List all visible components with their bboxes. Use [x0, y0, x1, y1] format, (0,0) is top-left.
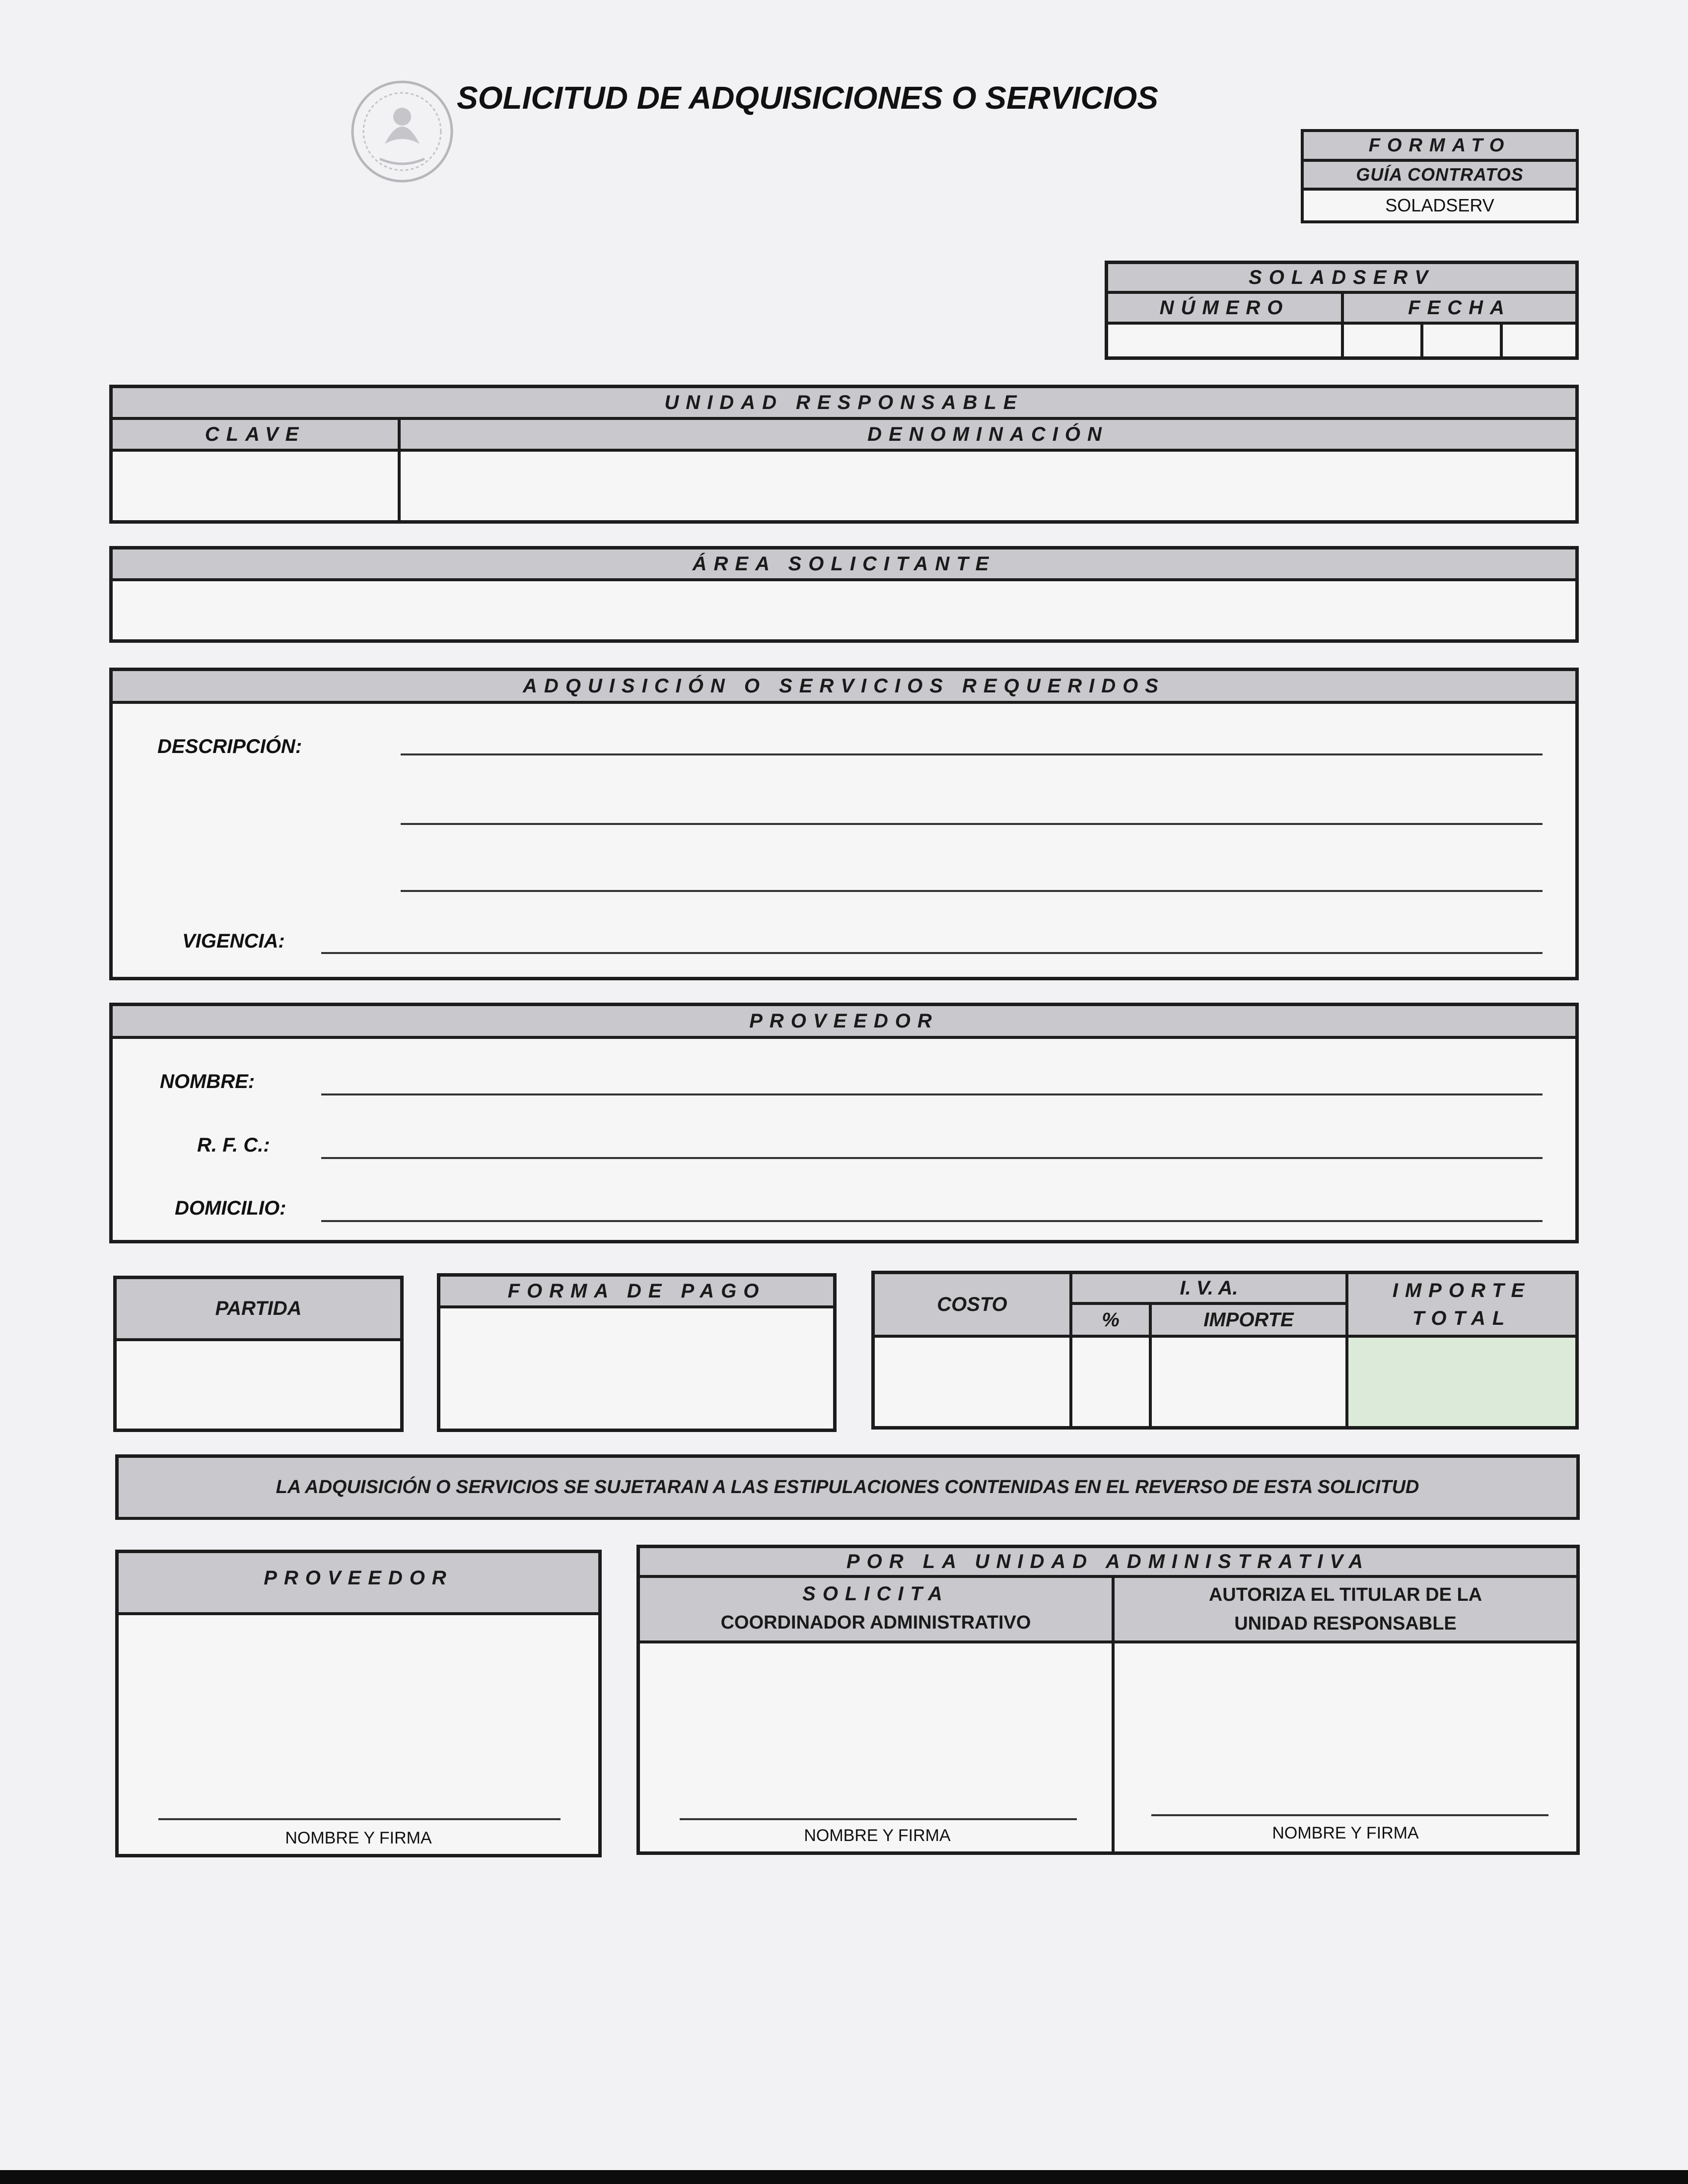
partida-header: PARTIDA: [117, 1279, 400, 1341]
descripcion-line-3[interactable]: [401, 887, 1543, 892]
estipulaciones-notice: LA ADQUISICIÓN O SERVICIOS SE SUJETARAN A LAS ESTIPULACIONES CONTENIDAS EN EL REVERSO DE ESTA SOLICITUD: [115, 1454, 1580, 1520]
autoriza-firma-line[interactable]: [1151, 1811, 1548, 1816]
solicita-nombre-firma-label: NOMBRE Y FIRMA: [804, 1826, 951, 1845]
iva-header: I. V. A.: [1072, 1274, 1348, 1305]
vigencia-line[interactable]: [321, 949, 1543, 954]
solicita-label: SOLICITA: [802, 1583, 949, 1605]
importe-total-header: IMPORTE TOTAL: [1348, 1274, 1575, 1338]
numero-header: NÚMERO: [1108, 294, 1344, 325]
forma-pago-header: FORMA DE PAGO: [440, 1277, 833, 1308]
iva-porcentaje-header: %: [1072, 1305, 1152, 1338]
area-solicitante-header: ÁREA SOLICITANTE: [113, 549, 1575, 581]
coordinador-label: COORDINADOR ADMINISTRATIVO: [720, 1612, 1031, 1633]
descripcion-line-1[interactable]: [401, 751, 1543, 755]
numero-field[interactable]: [1108, 325, 1344, 356]
nombre-line[interactable]: [321, 1091, 1543, 1095]
domicilio-line[interactable]: [321, 1217, 1543, 1222]
domicilio-label: DOMICILIO:: [175, 1197, 286, 1219]
nombre-label: NOMBRE:: [160, 1071, 255, 1092]
iva-importe-header: IMPORTE: [1152, 1305, 1348, 1338]
formato-header: FORMATO: [1304, 132, 1576, 162]
proveedor-firma-box: [115, 1550, 602, 1857]
unidad-responsable-header: UNIDAD RESPONSABLE: [113, 388, 1575, 420]
proveedor-box: [109, 1003, 1579, 1243]
fecha-header: FECHA: [1344, 294, 1575, 325]
scan-bottom-edge: [0, 2170, 1688, 2184]
solicita-firma-area[interactable]: [640, 1643, 1115, 1851]
fecha-year-field[interactable]: [1503, 325, 1575, 356]
clave-field[interactable]: [113, 452, 401, 520]
unidad-administrativa-box: [636, 1545, 1580, 1855]
formato-code: SOLADSERV: [1385, 195, 1494, 215]
fecha-month-field[interactable]: [1423, 325, 1503, 356]
forma-pago-box: [437, 1273, 837, 1432]
area-solicitante-box: [109, 546, 1579, 643]
fecha-day-field[interactable]: [1344, 325, 1423, 356]
solicita-firma-line[interactable]: [680, 1815, 1077, 1820]
mexico-coat-of-arms-icon: [348, 69, 457, 194]
partida-box: [113, 1276, 404, 1432]
partida-field[interactable]: [117, 1341, 400, 1429]
proveedor-header: PROVEEDOR: [113, 1006, 1575, 1039]
descripcion-line-2[interactable]: [401, 820, 1543, 825]
proveedor-nombre-firma-label: NOMBRE Y FIRMA: [285, 1828, 432, 1847]
solicita-header: [640, 1578, 1115, 1643]
adquisicion-box: [109, 668, 1579, 980]
denominacion-header: DENOMINACIÓN: [401, 420, 1575, 452]
descripcion-label: DESCRIPCIÓN:: [157, 736, 302, 757]
importe-total-field[interactable]: [1348, 1338, 1575, 1426]
rfc-label: R. F. C.:: [197, 1134, 270, 1156]
soladserv-header: SOLADSERV: [1108, 264, 1575, 294]
proveedor-firma-line[interactable]: [158, 1815, 561, 1820]
rfc-line[interactable]: [321, 1154, 1543, 1159]
formato-box: [1301, 129, 1579, 223]
guia-contratos-label: GUÍA CONTRATOS: [1304, 162, 1576, 191]
vigencia-label: VIGENCIA:: [182, 930, 285, 952]
costo-field[interactable]: [875, 1338, 1072, 1426]
iva-importe-field[interactable]: [1152, 1338, 1348, 1426]
unidad-administrativa-header: POR LA UNIDAD ADMINISTRATIVA: [640, 1548, 1576, 1578]
iva-porcentaje-field[interactable]: [1072, 1338, 1152, 1426]
costos-box: [871, 1271, 1579, 1430]
autoriza-nombre-firma-label: NOMBRE Y FIRMA: [1272, 1823, 1419, 1843]
area-solicitante-field[interactable]: [113, 581, 1575, 639]
forma-pago-field[interactable]: [440, 1308, 833, 1429]
clave-header: CLAVE: [113, 420, 401, 452]
soladserv-box: [1105, 261, 1579, 360]
denominacion-field[interactable]: [401, 452, 1575, 520]
page-title: SOLICITUD DE ADQUISICIONES O SERVICIOS: [457, 80, 1158, 116]
autoriza-header: AUTORIZA EL TITULAR DE LA UNIDAD RESPONSABLE: [1115, 1578, 1576, 1643]
proveedor-firma-header: PROVEEDOR: [119, 1553, 598, 1615]
unidad-responsable-box: [109, 385, 1579, 524]
costo-header: COSTO: [875, 1274, 1072, 1338]
adquisicion-header: ADQUISICIÓN O SERVICIOS REQUERIDOS: [113, 671, 1575, 704]
